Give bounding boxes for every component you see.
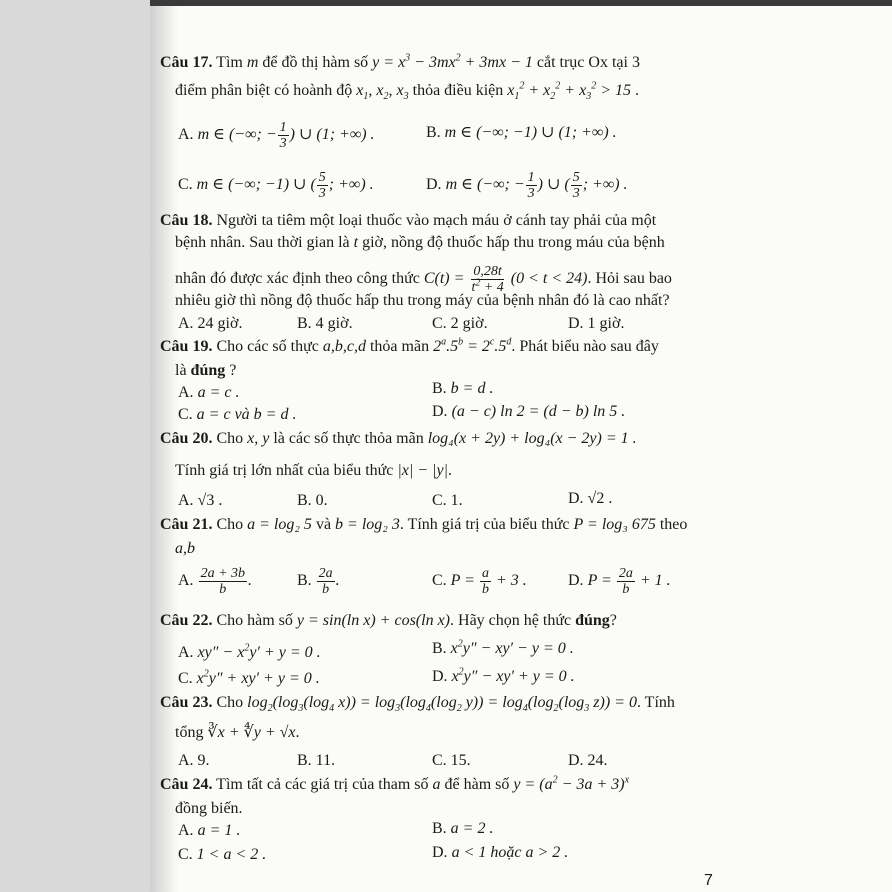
q19-text-a: Cho các số thực (216, 338, 323, 355)
q17-roots: $x_1$, $x_2$, $x_3$ (356, 82, 409, 103)
q24-option-a-math: a = 1 . (197, 822, 241, 839)
q21-line2 (175, 540, 195, 558)
q22-option-d-math: $x^2y'' - xy' + y = 0$ . (451, 666, 575, 685)
q20-text-a: Cho (216, 430, 248, 447)
q20-text-2a: Tính giá trị lớn nhất của biểu thức (175, 462, 398, 479)
q19-option-c-letter: C. (178, 406, 193, 423)
q19-option-a[interactable] (178, 384, 239, 402)
q21-option-a-math: $\frac{2a + 3b}{b}$ . (200, 566, 253, 597)
q21-option-a[interactable] (178, 566, 252, 597)
q19-text-c: . Phát biểu nào sau đây (511, 338, 659, 355)
q24-line2 (175, 800, 243, 818)
q21-option-d-letter: D. (568, 572, 584, 590)
q24-line1 (160, 776, 629, 794)
q23-equation: $\log_2(\log_3(\log_4$ $x)) = \log_3(\log_4(\log_2$ $y)) = \log_4(\log_2(\log_3$ z)) = 0 (247, 694, 637, 715)
q17-option-c-letter: C. (178, 176, 193, 194)
q19-text-2a: là (175, 362, 191, 379)
q22-option-a-letter: A. (178, 644, 194, 661)
q21-def-p: P = log₃ 675 (573, 516, 656, 533)
q17-text-b: để đồ thị hàm số (258, 54, 373, 71)
q22-option-b-math: $x^2y'' - xy' - y = 0$ . (450, 638, 574, 657)
q22-option-c[interactable] (178, 670, 320, 688)
q21-option-b[interactable] (297, 566, 340, 597)
q18-line2 (175, 234, 665, 252)
q20-expression: |x| − |y| (397, 462, 448, 479)
q18-var-t: t (353, 234, 359, 251)
q20-option-a[interactable]: A. √3 . (178, 492, 223, 509)
q19-text-b: thỏa mãn (365, 338, 434, 355)
q23-line2 (175, 724, 300, 742)
q21-option-c[interactable] (432, 566, 527, 597)
q23-sum: ∛x + ∜y + √x (207, 724, 296, 741)
q21-text-d: theo (655, 516, 688, 533)
q23-text-b: . Tính (636, 694, 675, 711)
q24-option-d[interactable] (432, 844, 568, 862)
q17-option-b-letter: B. (426, 124, 441, 141)
q19-line2 (175, 362, 236, 380)
q19-label: Câu 19. (160, 338, 213, 355)
q19-equation: $2^a.5^b = 2^c.5^d$ (433, 336, 512, 355)
q22-option-a[interactable] (178, 644, 321, 662)
q21-option-d[interactable] (568, 566, 671, 597)
q21-option-b-letter: B. (297, 572, 312, 590)
q18-formula: C(t) = $\frac{0,28t}{t^2 + 4}$ (423, 264, 504, 295)
q22-line1 (160, 612, 617, 630)
q21-label: Câu 21. (160, 516, 213, 533)
q22-text-a: Cho hàm số (216, 612, 297, 629)
q18-line3 (175, 264, 672, 295)
q21-text-c: . Tính giá trị của biểu thức (399, 516, 574, 533)
top-edge (150, 0, 892, 6)
q20-vars: x, y (247, 430, 270, 447)
q23-text-2a: tổng (175, 724, 208, 741)
q17-line2 (175, 80, 639, 103)
q24-text-b: để hàm số (440, 776, 514, 793)
q24-option-a-letter: A. (178, 822, 194, 839)
q23-option-c[interactable]: C. 15. (432, 752, 471, 769)
q23-option-a[interactable]: A. 9. (178, 752, 210, 769)
q19-option-d-math: (a − c) ln 2 = (d − b) ln 5 . (451, 403, 626, 420)
q24-option-c[interactable] (178, 846, 266, 864)
q22-option-a-math: $xy'' - x^2y' + y = 0$ . (197, 642, 321, 661)
q17-option-b[interactable] (426, 124, 617, 142)
q24-option-c-math: 1 < a < 2 . (196, 846, 267, 863)
q21-option-c-letter: C. (432, 572, 447, 590)
q24-option-a[interactable] (178, 822, 240, 840)
q18-option-c[interactable]: C. 2 giờ. (432, 315, 488, 332)
q22-label: Câu 22. (160, 612, 213, 629)
q19-text-2c: ? (225, 362, 237, 379)
q17-condition: $x_1^2 + x_2^2 + x_3^2 > 15$ (507, 80, 631, 103)
q24-option-d-letter: D. (432, 844, 448, 861)
q18-text-1: Người ta tiêm một loại thuốc vào mạch máu ở cánh tay phải của một (216, 212, 657, 229)
q20-text-2b: . (448, 462, 452, 479)
q17-l2-text-b: thỏa điều kiện (408, 82, 508, 99)
q21-option-a-letter: A. (178, 572, 194, 590)
q18-line4 (175, 292, 670, 310)
q24-label: Câu 24. (160, 776, 213, 793)
q22-option-d-letter: D. (432, 668, 448, 685)
q23-text-a: Cho (216, 694, 248, 711)
q22-option-c-letter: C. (178, 670, 193, 687)
page-number: 7 (704, 872, 713, 889)
q22-option-b-letter: B. (432, 640, 447, 657)
q17-option-d-letter: D. (426, 176, 442, 194)
q17-text-a: Tìm (216, 54, 247, 71)
q22-option-d[interactable] (432, 668, 575, 686)
q17-var-m: m (246, 54, 259, 71)
q19-option-a-letter: A. (178, 384, 194, 401)
q21-text-b: và (311, 516, 336, 533)
q18-text-3b: . Hỏi sau bao (587, 270, 672, 288)
q17-l2-dot: . (630, 82, 639, 99)
q20-line2 (175, 462, 452, 480)
q21-def-b: b = log₂ 3 (335, 516, 400, 533)
q17-function: $y = x^3 - 3mx^2 + 3mx - 1$ (372, 52, 533, 71)
q24-option-d-math: a < 1 hoặc a > 2 . (451, 844, 569, 861)
q22-text-d: ? (609, 612, 617, 629)
q24-option-b-math: a = 2 . (450, 820, 494, 837)
q24-text-a: Tìm tất cả các giá trị của tham số (216, 776, 433, 793)
q22-function: y = sin(ln x) + cos(ln x) (296, 612, 451, 629)
q24-option-c-letter: C. (178, 846, 193, 863)
q18-option-b[interactable]: B. 4 giờ. (297, 315, 353, 332)
q23-text-2b: . (295, 724, 300, 741)
q21-option-b-math: $\frac{2a}{b}$ . (318, 566, 340, 597)
q19-option-c[interactable] (178, 406, 296, 424)
q24-function: $y = (a^2 - 3a + 3)^x$ (513, 774, 630, 793)
q22-text-b: . Hãy chọn hệ thức (450, 612, 576, 629)
q19-line1 (160, 338, 659, 356)
q20-option-c[interactable]: C. 1. (432, 492, 463, 509)
q23-line1 (160, 694, 675, 715)
q20-option-b[interactable]: B. 0. (297, 492, 328, 509)
q17-text-c: cắt trục Ox tại 3 (532, 54, 640, 71)
q21-def-a: a = log₂ 5 (247, 516, 312, 533)
q20-label: Câu 20. (160, 430, 213, 447)
q17-line1 (160, 54, 640, 72)
q17-option-a-letter: A. (178, 126, 194, 144)
q22-dung: đúng (575, 612, 610, 629)
q19-option-d-letter: D. (432, 403, 448, 420)
q18-domain: (0 < t < 24) (510, 270, 588, 288)
q17-option-c[interactable] (178, 170, 374, 201)
q21-text-a: Cho (216, 516, 248, 533)
q21-text-2: a,b (175, 540, 195, 557)
q20-line1 (160, 430, 637, 448)
q19-option-a-math: a = c . (197, 384, 240, 401)
q19-option-b-letter: B. (432, 380, 447, 397)
q18-text-3a: nhân đó được xác định theo công thức (175, 270, 424, 288)
q20-text-b: là các số thực thỏa mãn (269, 430, 428, 447)
q17-option-a-math: m ∈ (−∞; − $\frac{1}{3}$ ) ∪ (1; +∞) . (197, 120, 375, 151)
q24-option-b[interactable] (432, 820, 493, 838)
q18-text-2b: giờ, nồng độ thuốc hấp thu trong máu của bệnh (358, 234, 665, 251)
q19-option-d[interactable] (432, 403, 625, 421)
q21-option-d-math: P = $\frac{2a}{b}$ + 1 . (587, 566, 671, 597)
q24-text-2: đồng biến. (175, 800, 243, 817)
q17-option-c-math: m ∈ (−∞; −1) ∪ ( $\frac{5}{3}$ ; +∞) . (196, 170, 374, 201)
q18-label: Câu 18. (160, 212, 213, 229)
q19-option-b[interactable] (432, 380, 493, 398)
q24-option-b-letter: B. (432, 820, 447, 837)
q17-option-d[interactable] (426, 170, 628, 201)
book-page (150, 0, 892, 892)
q17-option-b-math: m ∈ (−∞; −1) ∪ (1; +∞) . (444, 124, 617, 141)
q19-dung: đúng (190, 362, 226, 379)
q18-text-4: nhiêu giờ thì nồng độ thuốc hấp thu trong máy của bệnh nhân đó là cao nhất? (175, 292, 670, 309)
q17-option-a[interactable] (178, 120, 375, 151)
q19-option-c-math: a = c và b = d . (196, 406, 297, 423)
q23-label: Câu 23. (160, 694, 213, 711)
q18-option-a[interactable]: A. 24 giờ. (178, 315, 243, 332)
q22-option-b[interactable] (432, 640, 574, 658)
q18-line1 (160, 212, 656, 230)
q18-option-d[interactable]: D. 1 giờ. (568, 315, 625, 332)
q19-vars: a,b,c,d (322, 338, 366, 355)
q19-option-b-math: b = d . (450, 380, 494, 397)
q23-option-b[interactable]: B. 11. (297, 752, 336, 769)
q21-line1 (160, 516, 687, 534)
q20-equation: log₄(x + 2y) + log₄(x − 2y) = 1 . (427, 430, 637, 447)
q21-option-c-math: P = $\frac{a}{b}$ + 3 . (450, 566, 527, 597)
q23-option-d[interactable]: D. 24. (568, 752, 608, 769)
q17-label: Câu 17. (160, 54, 213, 71)
q20-option-d[interactable]: D. √2 . (568, 490, 613, 507)
q22-option-c-math: $x^2y'' + xy' + y = 0$ . (196, 668, 320, 687)
q18-text-2a: bệnh nhân. Sau thời gian là (175, 234, 354, 251)
q17-l2-text: điểm phân biệt có hoành độ (175, 82, 357, 99)
q17-option-d-math: m ∈ (−∞; − $\frac{1}{3}$ ) ∪ ( $\frac{5}{3}$ ; +∞) . (445, 170, 628, 201)
q24-var-a: a (432, 776, 441, 793)
